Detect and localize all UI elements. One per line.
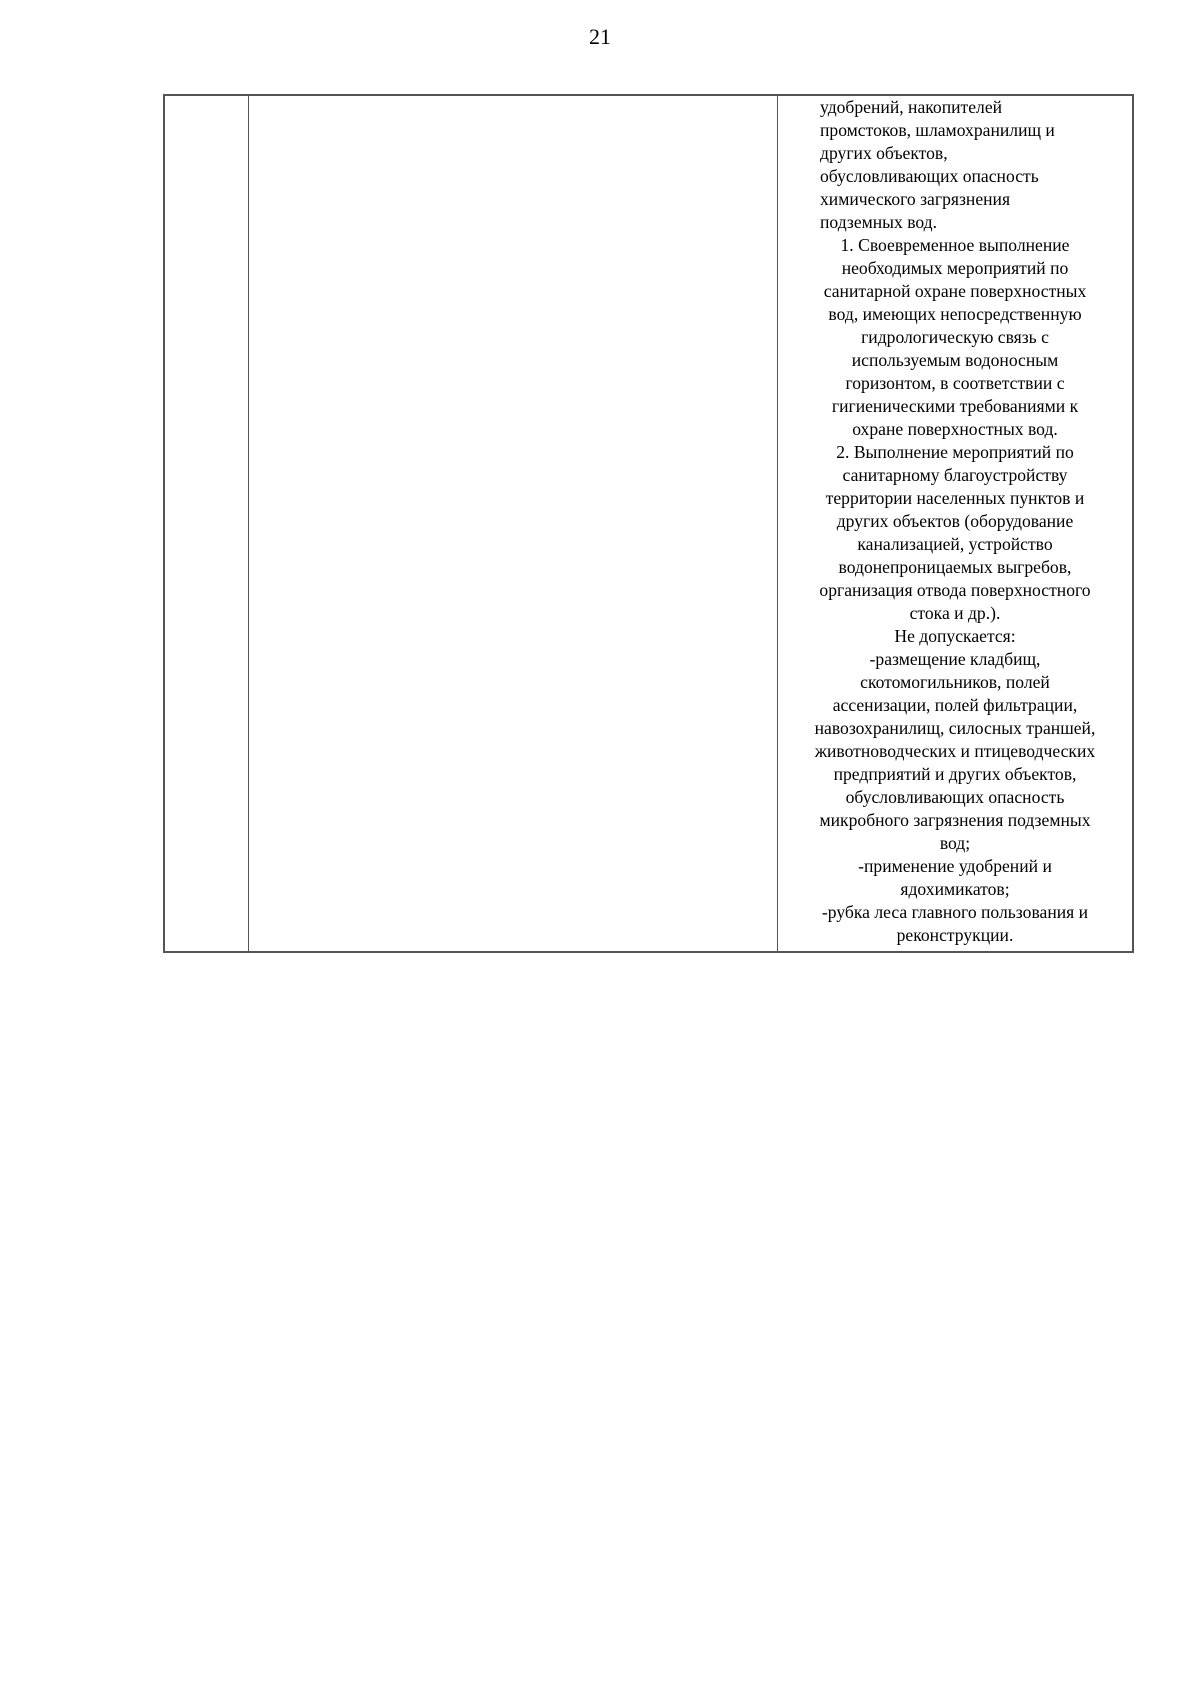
prohibited-item-3: -рубка леса главного пользования и реконструкции. <box>821 902 1089 945</box>
prohibited-item-1: -размещение кладбищ, скотомогильников, полей ассенизации, полей фильтрации, навозохранилищ, силосных траншей, животноводческих и птицеводческих предприятий и других объектов, обусловливающих опасность микробного загрязнения подземных вод; <box>814 649 1096 853</box>
page-number: 21 <box>589 24 611 49</box>
requirements-table <box>163 94 1134 953</box>
measures-intro-paragraph: удобрений, накопителей промстоков, шламохранилищ и других объектов, обусловливающих опасность химического загрязнения подземных вод. <box>820 97 1055 232</box>
table-cell-number <box>165 96 249 951</box>
measures-text <box>778 96 1132 947</box>
measures-item-1: 1. Своевременное выполнение необходимых мероприятий по санитарной охране поверхностных вод, имеющих непосредственную гидрологическую связь с используемым водоносным горизонтом, в соответствии с гигиеническими требованиями к охране поверхностных вод. <box>823 235 1087 439</box>
prohibited-heading: Не допускается: <box>894 626 1016 646</box>
table-cell-measures <box>778 96 1132 951</box>
measures-item-2: 2. Выполнение мероприятий по санитарному благоустройству территории населенных пунктов и других объектов (оборудование канализацией, устройство водонепроницаемых выгребов, организация отвода поверхностного стока и др.). <box>819 442 1091 623</box>
prohibited-item-2: -применение удобрений и ядохимикатов; <box>858 856 1052 899</box>
table-cell-zone <box>249 96 778 951</box>
